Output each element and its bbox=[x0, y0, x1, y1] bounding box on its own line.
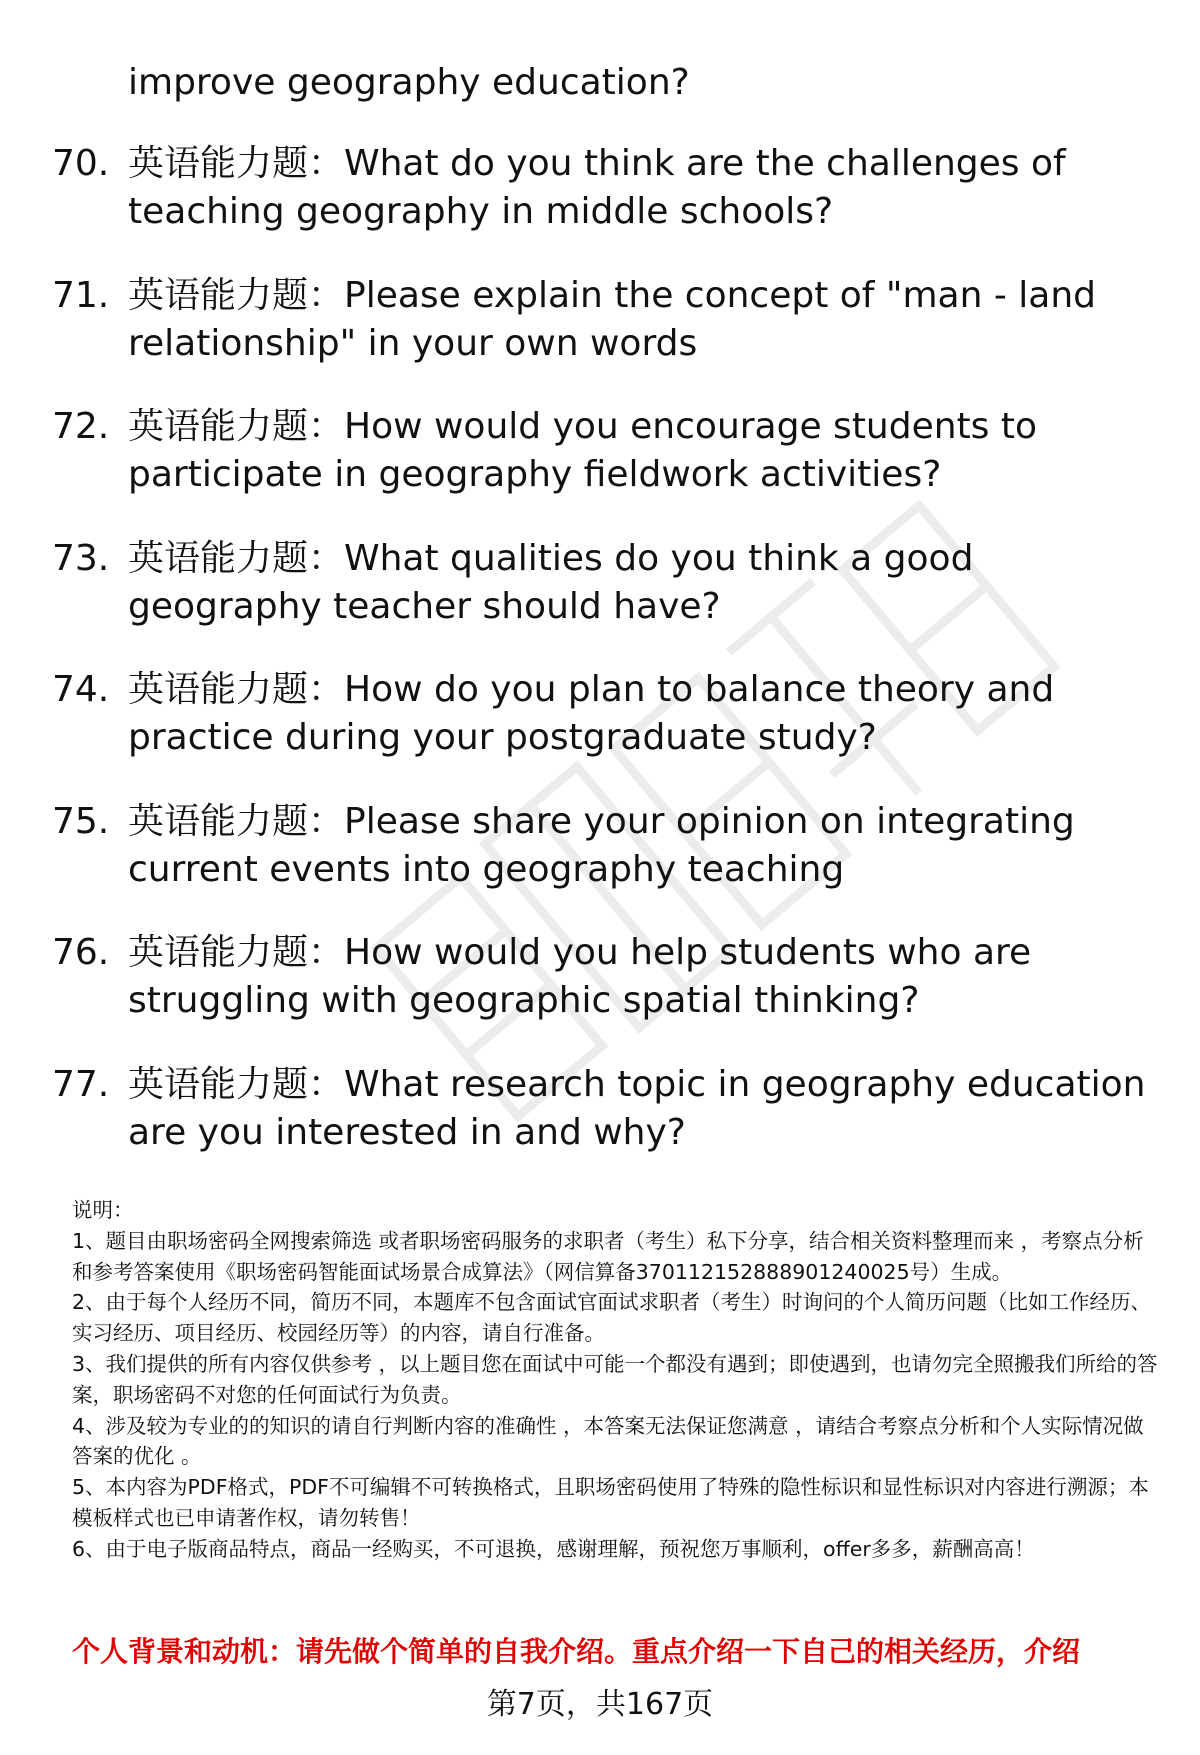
question-number: 77. bbox=[52, 1063, 110, 1105]
question-text: 英语能力题：What qualities do you think a good geography teacher should have? bbox=[128, 537, 974, 627]
question-text: 英语能力题：What do you think are the challenges of teaching geography in middle schools? bbox=[128, 143, 1066, 232]
question-item bbox=[0, 1061, 1200, 1193]
question-item bbox=[0, 535, 1200, 667]
question-item bbox=[0, 140, 1200, 272]
question-item bbox=[0, 403, 1200, 535]
question-number: 70. bbox=[52, 143, 110, 184]
question-number: 72. bbox=[52, 406, 110, 447]
question-text: 英语能力题：How would you encourage students to participate in geography fieldwork activities? bbox=[128, 406, 1038, 495]
next-section-heading: 个人背景和动机：请先做个简单的自我介绍。重点介绍一下自己的相关经历，介绍 bbox=[72, 1635, 1081, 1668]
question-number: 75. bbox=[52, 800, 110, 842]
note-item: 4、涉及较为专业的的知识的请自行判断内容的准确性 ，本答案无法保证您满意 ，请结合考察点分析和个人实际情况做答案的优化 。 bbox=[72, 1413, 1144, 1469]
note-item: 6、由于电子版商品特点，商品一经购买，不可退换，感谢理解，预祝您万事顺利，offer多多，薪酬高高！ bbox=[72, 1536, 1035, 1561]
question-text: 英语能力题：Please share your opinion on integrating current events into geography teaching bbox=[128, 800, 1075, 890]
question-text: 英语能力题：Please explain the concept of "man - land relationship" in your own words bbox=[128, 274, 1097, 364]
question-text: 英语能力题：How do you plan to balance theory and practice during your postgraduate study? bbox=[128, 669, 1055, 758]
question-text: 英语能力题：How would you help students who are struggling with geographic spatial thinking? bbox=[128, 932, 1032, 1021]
question-list bbox=[0, 140, 1200, 1192]
question-continuation: improve geography education? bbox=[128, 62, 690, 103]
question-item bbox=[0, 798, 1200, 930]
question-text: 英语能力题：What research topic in geography education are you interested in and why? bbox=[128, 1063, 1146, 1153]
question-number: 76. bbox=[52, 932, 110, 973]
question-number: 71. bbox=[52, 274, 110, 316]
page-number: 第7页，共167页 bbox=[486, 1687, 714, 1722]
note-item: 2、由于每个人经历不同，简历不同，本题库不包含面试官面试求职者（考生）时询问的个人简历问题（比如工作经历、实习经历、项目经历、校园经历等）的内容，请自行准备。 bbox=[72, 1290, 1152, 1346]
question-number: 74. bbox=[52, 669, 110, 710]
note-item: 1、题目由职场密码全网搜索筛选 或者职场密码服务的求职者（考生）私下分享，结合相关资料整理而来 ，考察点分析和参考答案使用《职场密码智能面试场景合成算法》（网信算备370112152888901240025号）生成。 bbox=[72, 1228, 1144, 1284]
disclaimer-notes bbox=[72, 1195, 1162, 1565]
note-item: 3、我们提供的所有内容仅供参考 ，以上题目您在面试中可能一个都没有遇到；即使遇到，也请勿完全照搬我们所给的答案，职场密码不对您的任何面试行为负责。 bbox=[72, 1351, 1158, 1407]
note-item: 5、本内容为PDF格式，PDF不可编辑不可转换格式，且职场密码使用了特殊的隐性标识和显性标识对内容进行溯源；本模板样式也已申请著作权，请勿转售！ bbox=[72, 1475, 1149, 1530]
question-item bbox=[0, 666, 1200, 798]
question-item bbox=[0, 272, 1200, 404]
question-item bbox=[0, 929, 1200, 1061]
question-number: 73. bbox=[52, 537, 110, 579]
notes-title: 说明： bbox=[72, 1198, 134, 1222]
